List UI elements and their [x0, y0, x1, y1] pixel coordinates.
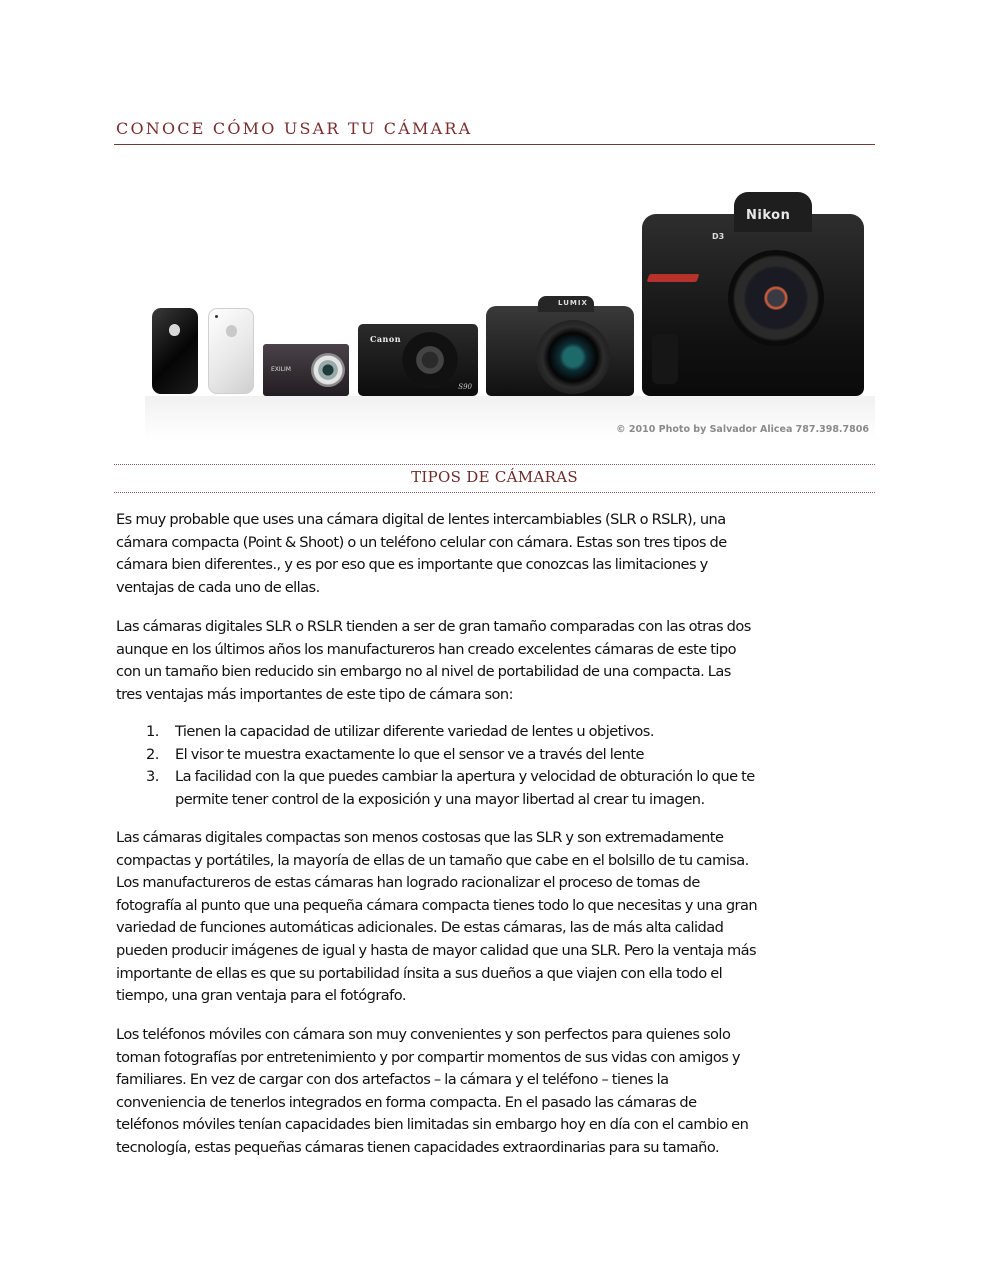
- section-dotted-rule-bottom: [114, 492, 875, 493]
- text-line: ventajas de cada uno de ellas.: [116, 578, 320, 596]
- list-item: [116, 744, 876, 767]
- text-line: teléfonos móviles tenían capacidades bien limitadas sin embargo hoy en día con el cambio en: [116, 1116, 749, 1134]
- casio-compact-camera: [263, 344, 349, 396]
- list-number: 2.: [146, 745, 159, 763]
- text-line: toman fotografías por entretenimiento y por compartir momentos de sus vidas con amigos y: [116, 1048, 740, 1066]
- lens-icon: [728, 250, 824, 346]
- canon-compact-camera: [358, 324, 478, 396]
- lumix-brand-label: LUMIX: [558, 299, 588, 307]
- text-line: conveniencia de tenerlos integrados en forma compacta. En el pasado las cámaras de: [116, 1093, 697, 1111]
- text-line: variedad de funciones automáticas adicionales. De estas cámaras, las de más alta calidad: [116, 919, 724, 937]
- list-item: [116, 766, 876, 811]
- casio-brand-label: EXILIM: [271, 366, 291, 373]
- text-line: tres ventajas más importantes de este tipo de cámara son:: [116, 685, 513, 703]
- text-line: cámara compacta (Point & Shoot) o un teléfono celular con cámara. Estas son tres tipos de: [116, 533, 727, 551]
- paragraph-phones: [116, 1024, 876, 1160]
- text-line: compactas y portátiles, la mayoría de ellas de un tamaño que cabe en el bolsillo de tu camisa.: [116, 851, 749, 869]
- paragraph-intro: [116, 509, 876, 599]
- canon-model-label: S90: [458, 383, 472, 391]
- section-heading: TIPOS DE CÁMARAS: [411, 468, 578, 486]
- text-line: con un tamaño bien reducido sin embargo no al nivel de portabilidad de una compacta. Las: [116, 663, 731, 681]
- paragraph-slr: [116, 616, 876, 706]
- list-item: [116, 721, 876, 744]
- lens-icon: [536, 320, 610, 394]
- text-line: cámara bien diferentes., y es por eso que es importante que conozcas las limitaciones y: [116, 556, 708, 574]
- text-line: pueden producir imágenes de igual y hasta de mayor calidad que una SLR. Pero la ventaja más: [116, 941, 757, 959]
- lens-icon: [311, 353, 345, 387]
- camera-dot-icon: [215, 315, 218, 318]
- text-line: Los manufactureros de estas cámaras han logrado racionalizar el proceso de tomas de: [116, 874, 700, 892]
- red-grip-stripe: [647, 274, 700, 282]
- text-line: importante de ellas es que su portabilidad ínsita a sus dueños a que viajen con ella todo el: [116, 964, 723, 982]
- text-line: El visor te muestra exactamente lo que el sensor ve a través del lente: [175, 745, 644, 763]
- photo-credit: © 2010 Photo by Salvador Alicea 787.398.7806: [616, 424, 869, 435]
- lumix-bridge-camera: [486, 299, 634, 396]
- camera-dot-icon: [158, 314, 161, 317]
- camera-lineup-photo: [145, 178, 875, 440]
- text-line: Es muy probable que uses una cámara digital de lentes intercambiables (SLR o RSLR), una: [116, 511, 726, 528]
- text-line: aunque en los últimos años los manufactureros han creado excelentes cámaras de este tipo: [116, 640, 737, 658]
- text-line: Los teléfonos móviles con cámara son muy convenientes y son perfectos para quienes solo: [116, 1026, 731, 1043]
- iphone-black-device: [152, 308, 198, 394]
- section-dotted-rule-top: [114, 464, 875, 465]
- apple-logo-icon: [226, 325, 237, 337]
- iphone-white-device: [208, 308, 254, 394]
- document-title: CONOCE CÓMO USAR TU CÁMARA: [116, 119, 473, 138]
- nikon-model-label: D3: [712, 232, 725, 241]
- list-number: 1.: [146, 723, 159, 740]
- text-line: tecnología, estas pequeñas cámaras tienen capacidades extraordinarias para su tamaño.: [116, 1138, 720, 1156]
- text-line: Las cámaras digitales compactas son menos costosas que las SLR y son extremadamente: [116, 829, 724, 846]
- nikon-brand-label: Nikon: [746, 208, 791, 223]
- slr-advantages-list: [116, 721, 876, 811]
- list-number: 3.: [146, 768, 159, 786]
- text-line: Tienen la capacidad de utilizar diferente variedad de lentes u objetivos.: [175, 723, 654, 740]
- nikon-dslr-camera: [642, 208, 864, 396]
- text-line: familiares. En vez de cargar con dos artefactos – la cámara y el teléfono – tienes la: [116, 1071, 669, 1089]
- text-line: tiempo, una gran ventaja para el fotógrafo.: [116, 987, 406, 1005]
- camera-grip: [652, 334, 678, 384]
- canon-brand-label: Canon: [370, 334, 402, 344]
- text-line: Las cámaras digitales SLR o RSLR tienden a ser de gran tamaño comparadas con las otras dos: [116, 618, 751, 635]
- title-underline: [114, 144, 875, 145]
- paragraph-compact: [116, 827, 876, 1008]
- text-line: La facilidad con la que puedes cambiar la apertura y velocidad de obturación lo que te: [175, 768, 755, 786]
- text-line: permite tener control de la exposición y una mayor libertad al crear tu imagen.: [175, 790, 705, 808]
- apple-logo-icon: [169, 324, 180, 336]
- lens-icon: [402, 332, 458, 388]
- text-line: fotografía al punto que una pequeña cámara compacta tienes todo lo que necesitas y una gran: [116, 896, 758, 914]
